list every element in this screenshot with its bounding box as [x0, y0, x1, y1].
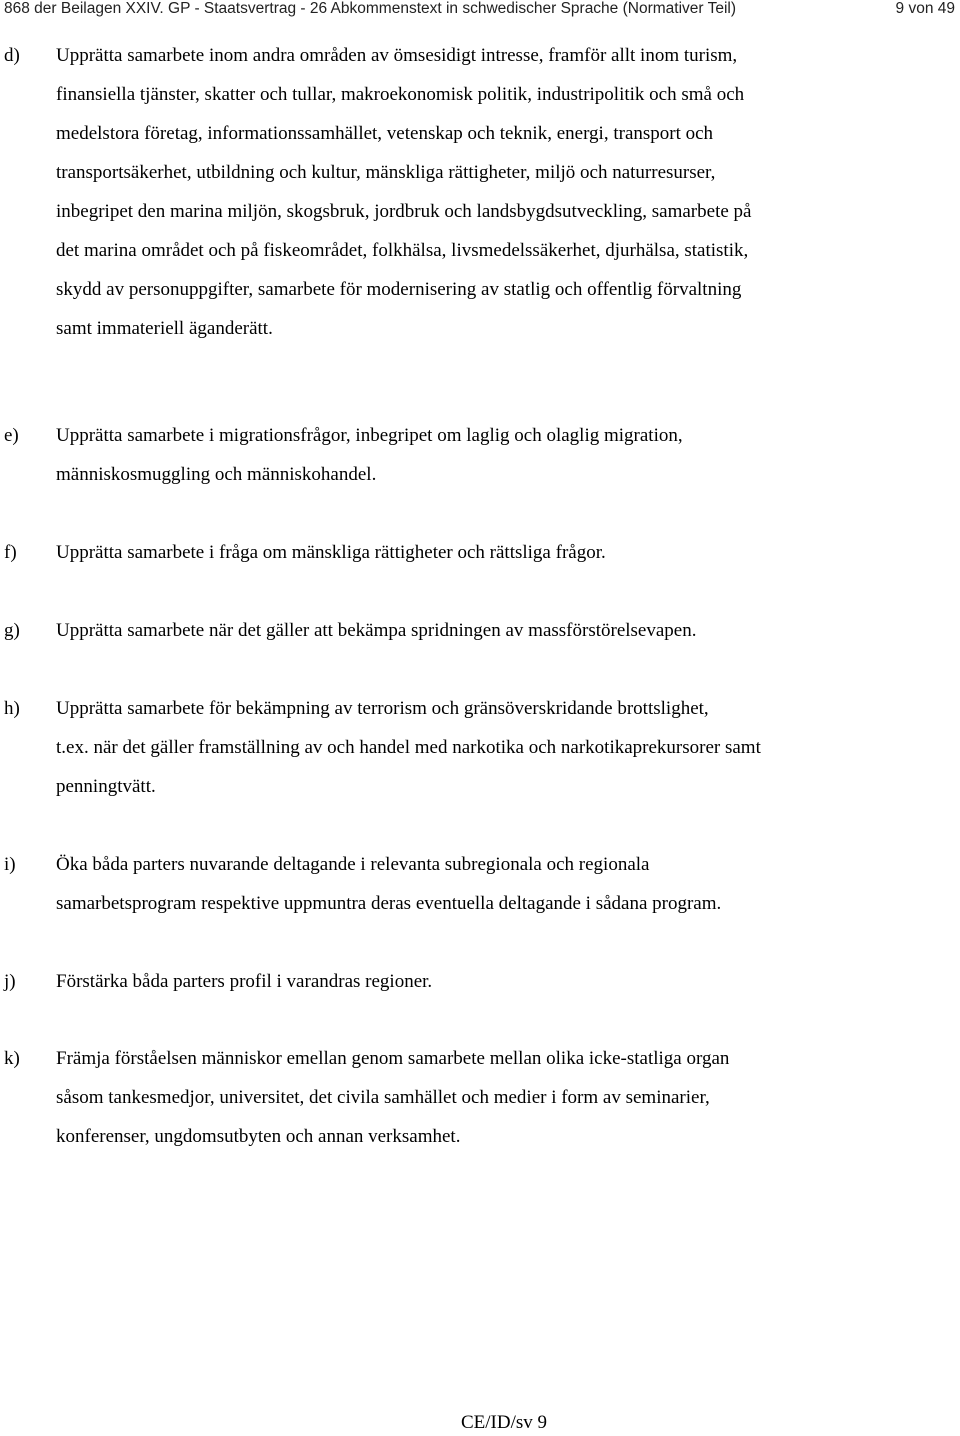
- item-label: i): [4, 854, 16, 875]
- item-label: h): [4, 698, 20, 719]
- item-text: Upprätta samarbete för bekämpning av terrorism och gränsöverskridande brottslighet, t.ex. när det gäller framställning av och handel med narkotika och narkotikaprekursorer samt penningtvätt.: [56, 698, 761, 797]
- item-text: Upprätta samarbete när det gäller att bekämpa spridningen av massförstörelsevapen.: [56, 620, 697, 641]
- page-header: [0, 0, 960, 22]
- item-text: Upprätta samarbete i migrationsfrågor, inbegripet om laglig och olaglig migration, människosmuggling och människohandel.: [56, 425, 683, 485]
- item-text: Upprätta samarbete inom andra områden av ömsesidigt intresse, framför allt inom turism, finansiella tjänster, skatter och tullar, makroekonomisk politik, industripolitik och små och medelstora företag, informationssamhället, vetenskap och teknik, energi, transport och transportsäkerhet, utbildning och kultur, mänskliga rättigheter, miljö och naturresurser, inbegripet den marina miljön, skogsbruk, jordbruk och landsbygdsutveckling, samarbete på det marina området och på fiskeområdet, folkhälsa, livsmedelssäkerhet, djurhälsa, statistik, skydd av personuppgifter, samarbete för modernisering av statlig och offentlig förvaltning samt immateriell äganderätt.: [56, 45, 752, 339]
- item-label: k): [4, 1048, 20, 1069]
- item-text: Upprätta samarbete i fråga om mänskliga rättigheter och rättsliga frågor.: [56, 542, 606, 563]
- list-item-h: [0, 689, 960, 806]
- page-number: 9 von 49: [895, 0, 955, 17]
- list-item-d: [0, 36, 960, 348]
- item-text: Öka båda parters nuvarande deltagande i relevanta subregionala och regionala samarbetsprogram respektive uppmuntra deras eventuella deltagande i sådana program.: [56, 854, 722, 914]
- item-text: Främja förståelsen människor emellan genom samarbete mellan olika icke-statliga organ såsom tankesmedjor, universitet, det civila samhället och medier i form av seminarier, konferenser, ungdomsutbyten och annan verksamhet.: [56, 1048, 730, 1147]
- list-item-k: [0, 1039, 960, 1156]
- item-label: j): [4, 971, 16, 992]
- item-label: g): [4, 620, 20, 641]
- item-text: Förstärka båda parters profil i varandras regioner.: [56, 971, 433, 992]
- page-footer: CE/ID/sv 9: [460, 1412, 548, 1433]
- item-label: e): [4, 425, 19, 446]
- list-item-j: [0, 962, 960, 1001]
- list-item-g: [0, 611, 960, 650]
- list-item-i: [0, 845, 960, 923]
- item-label: f): [4, 542, 17, 563]
- document-title: 868 der Beilagen XXIV. GP - Staatsvertrag - 26 Abkommenstext in schwedischer Sprache (Normativer Teil): [4, 0, 737, 17]
- list-item-e: [0, 416, 960, 494]
- item-label: d): [4, 45, 20, 66]
- list-item-f: [0, 533, 960, 572]
